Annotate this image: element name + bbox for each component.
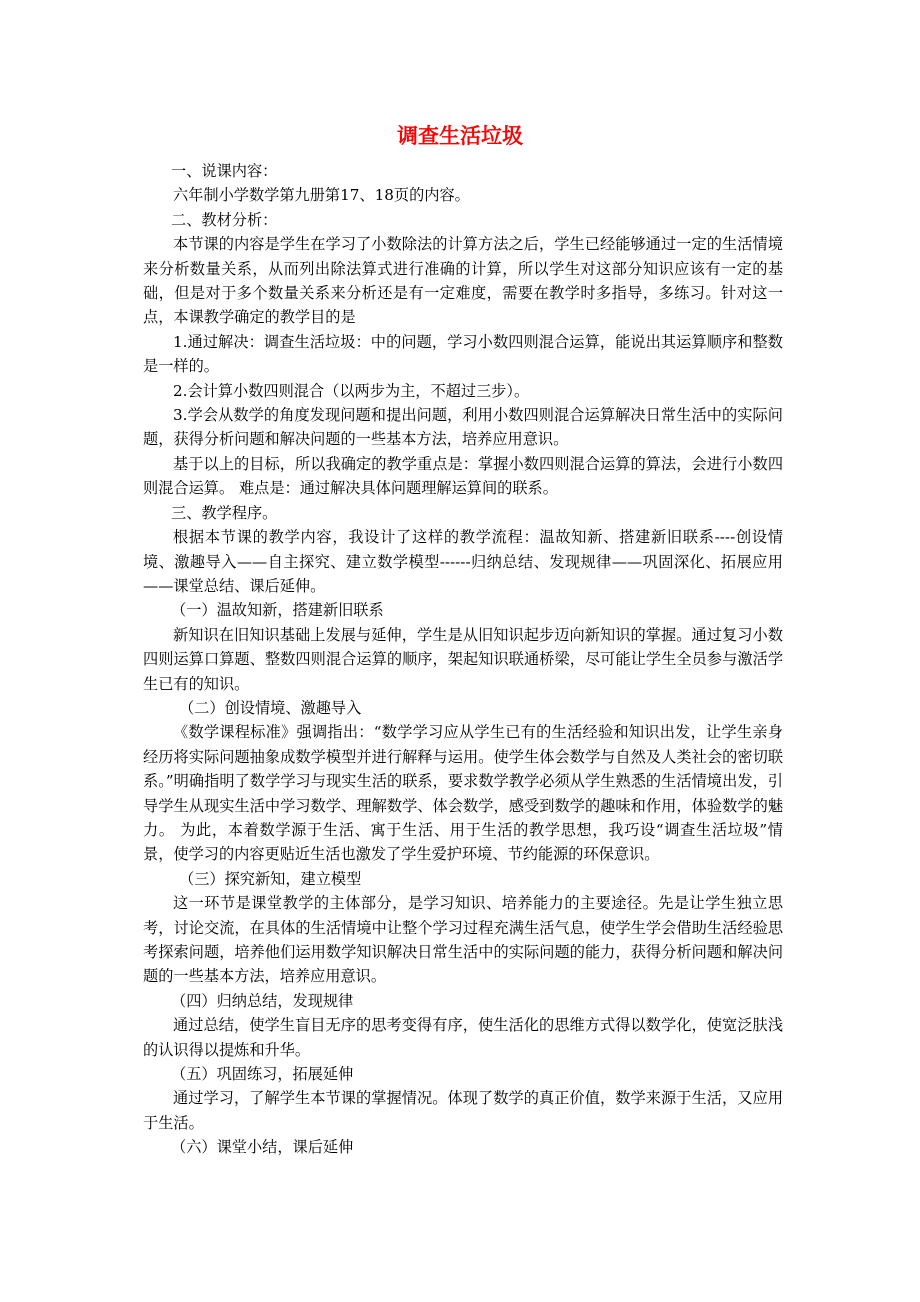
paragraph: 1.通过解决：调查生活垃圾：中的问题，学习小数四则混合运算，能说出其运算顺序和整数是一样的。 xyxy=(143,332,783,376)
subsection-heading: （二）创设情境、激趣导入 xyxy=(179,698,362,717)
paragraph: 通过学习，了解学生本节课的掌握情况。体现了数学的真正价值，数学来源于生活，又应用于生活。 xyxy=(143,1089,783,1132)
section-heading: 二、教材分析： xyxy=(171,210,278,229)
section-heading: 一、说课内容： xyxy=(171,162,278,180)
paragraph: 本节课的内容是学生在学习了小数除法的计算方法之后，学生已经能够通过一定的生活情境来分析数量关系，从而列出除法算式进行准确的计算，所以学生对这部分知识应该有一定的基础，但是对于多个数量关系来分析还是有一定难度，需要在教学时多指导，多练习。针对这一点，本课教学确定的教学目的是 xyxy=(143,235,783,327)
section-heading: 三、教学程序。 xyxy=(171,503,278,522)
subsection-heading: （六）课堂小结，课后延伸 xyxy=(171,1138,354,1157)
subsection-heading: （四）归纳总结，发现规律 xyxy=(171,991,354,1010)
paragraph: 六年制小学数学第九册第17、18页的内容。 xyxy=(173,186,470,205)
subsection-heading: （三）探究新知，建立模型 xyxy=(179,869,362,888)
paragraph: 基于以上的目标，所以我确定的教学重点是：掌握小数四则混合运算的算法，会进行小数四则混合运算。 难点是：通过解决具体问题理解运算间的联系。 xyxy=(143,454,783,498)
paragraph: 这一环节是课堂教学的主体部分，是学习知识、培养能力的主要途径。先是让学生独立思考，讨论交流，在具体的生活情境中让整个学习过程充满生活气息，使学生学会借助生活经验思考探索问题，培养他们运用数学知识解决日常生活中的实际问题的能力，获得分析问题和解决问题的一些基本方法，培养应用意识。 xyxy=(143,894,783,986)
paragraph: 《数学课程标准》强调指出：“数学学习应从学生已有的生活经验和知识出发，让学生亲身经历将实际问题抽象成数学模型并进行解释与运用。使学生体会数学与自然及人类社会的密切联系。”明确指明了数学学习与现实生活的联系，要求数学教学必须从学生熟悉的生活情境出发，引导学生从现实生活中学习数学、理解数学、体会数学，感受到数学的趣味和作用，体验数学的魅力。 为此，本着数学源于生活、寓于生活、用于生活的教学思想，我巧设“调查生活垃圾”情景，使学习的内容更贴近生活也激发了学生爱护环境、节约能源的环保意识。 xyxy=(143,723,783,864)
paragraph: 通过总结，使学生盲目无序的思考变得有序，使生活化的思维方式得以数学化，使宽泛肤浅的认识得以提炼和升华。 xyxy=(143,1016,783,1059)
subsection-heading: （五）巩固练习，拓展延伸 xyxy=(171,1065,354,1084)
paragraph: 3.学会从数学的角度发现问题和提出问题，利用小数四则混合运算解决日常生活中的实际问题，获得分析问题和解决问题的一些基本方法，培养应用意识。 xyxy=(143,406,783,449)
subsection-heading: （一）温故知新，搭建新旧联系 xyxy=(171,601,384,620)
document-title: 调查生活垃圾 xyxy=(397,124,523,148)
document-body xyxy=(143,159,783,1160)
paragraph: 新知识在旧知识基础上发展与延伸，学生是从旧知识起步迈向新知识的掌握。通过复习小数四则运算口算题、整数四则混合运算的顺序，架起知识联通桥梁，尽可能让学生全员参与激活学生已有的知识。 xyxy=(143,625,783,693)
paragraph: 2.会计算小数四则混合（以两步为主，不超过三步）。 xyxy=(173,381,530,400)
paragraph: 根据本节课的教学内容，我设计了这样的教学流程：温故知新、搭建新旧联系----创设情境、激趣导入——自主探究、建立数学模型------归纳总结、发现规律——巩固深化、拓展应用——课堂总结、课后延伸。 xyxy=(143,528,783,595)
